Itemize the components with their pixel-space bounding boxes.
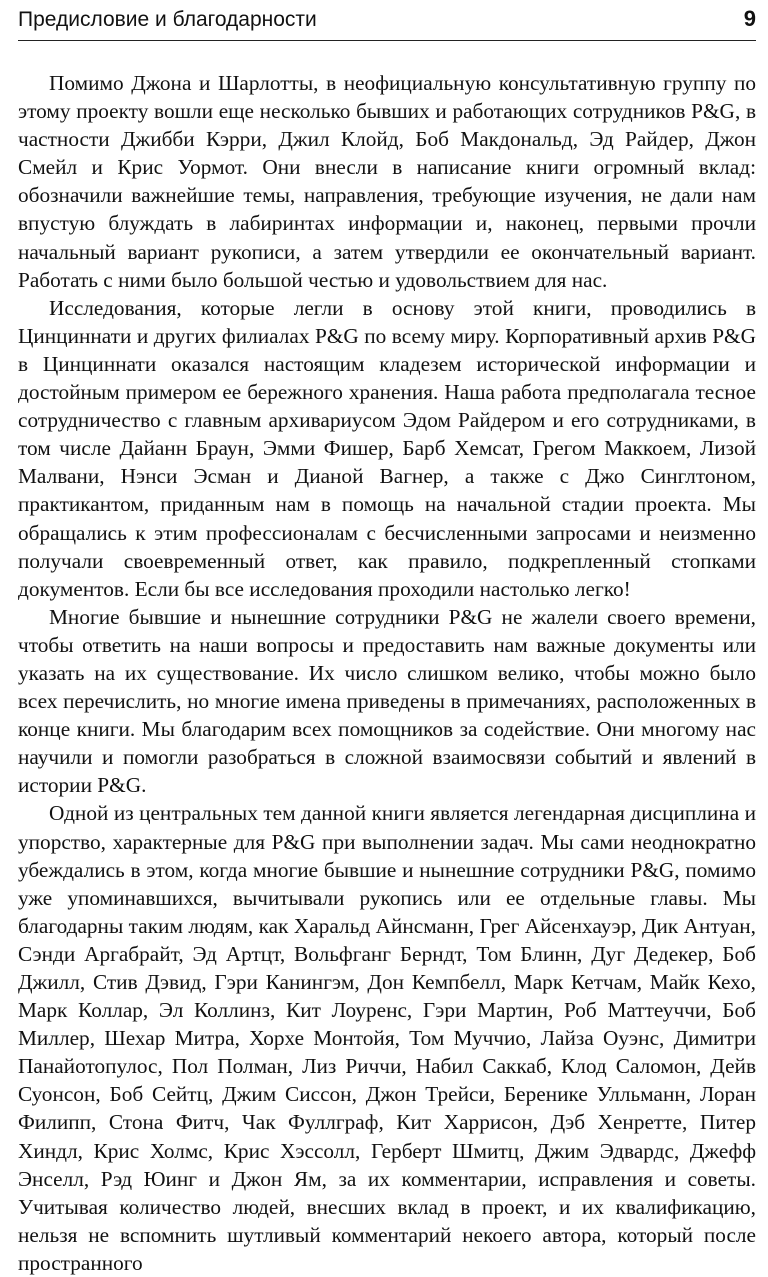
paragraph: Исследования, которые легли в основу этой книги, проводились в Цинциннати и других филиалах P&G по всему миру. Корпоративный архив P&G в Цинциннати оказался настоящим кладезем исторической информации и достойным примером ее бережного хранения. Наша работа предполагала тесное сотрудничество с главным архивариусом Эдом Райдером и его сотрудниками, в том числе Дайанн Браун, Эмми Фишер, Барб Хемсат, Грегом Маккоем, Лизой Малвани, Нэнси Эсман и Дианой Вагнер, а также с Джо Синглтоном, практикантом, приданным нам в помощь на начальной стадии проекта. Мы обращались к этим профессионалам с бесчисленными запросами и неизменно получали своевременный ответ, как правило, подкрепленный стопками документов. Если бы все исследования проходили настолько легко! [18,295,756,601]
chapter-title: Предисловие и благодарности [18,8,317,31]
book-page [18,0,756,1275]
paragraph: Одной из центральных тем данной книги является легендарная дисциплина и упорство, характерные для P&G при выполнении задач. Мы сами неоднократно убеждались в этом, когда многие бывшие и нынешние сотрудники P&G, помимо уже упоминавшихся, вычитывали рукопись или ее отдельные главы. Мы благодарны таким людям, как Харальд Айнсманн, Грег Айсенхауэр, Дик Антуан, Сэнди Аргабрайт, Эд Артцт, Вольфганг Берндт, Том Блинн, Дуг Дедекер, Боб Джилл, Стив Дэвид, Гэри Канингэм, Дон Кемпбелл, Марк Кетчам, Майк Кехо, Марк Коллар, Эл Коллинз, Кит Лоуренс, Гэри Мартин, Роб Маттеуччи, Боб Миллер, Шехар Митра, Хорхе Монтойя, Том Муччио, Лайза Оуэнс, Димитри Панайотопулос, Пол Полман, Лиз Риччи, Набил Саккаб, Клод Саломон, Дейв Суонсон, Боб Сейтц, Джим Сиссон, Джон Трейси, Беренике Улльманн, Лоран Филипп, Стона Фитч, Чак Фуллграф, Кит Харрисон, Дэб Хенретте, Питер Хиндл, Крис Холмс, Крис Хэссолл, Герберт Шмитц, Джим Эдвардс, Джефф Энселл, Рэд Юинг и Джон Ям, за их комментарии, исправления и советы. Учитывая количество людей, внесших вклад в проект, и их квалификацию, нельзя не вспомнить шутливый комментарий некоего автора, который после пространного [18,801,756,1275]
paragraph: Многие бывшие и нынешние сотрудники P&G не жалели своего времени, чтобы ответить на наши вопросы и предоставить нам важные документы или указать на их существование. Их число слишком велико, чтобы можно было всех перечислить, но многие имена приведены в примечаниях, расположенных в конце книги. Мы благодарим всех помощников за содействие. Они многому нас научили и помогли разобраться в сложной взаимосвязи событий и явлений в истории P&G. [18,604,756,798]
running-header [18,4,756,41]
paragraph: Помимо Джона и Шарлотты, в неофициальную консультативную группу по этому проекту вошли еще несколько бывших и работающих сотрудников P&G, в частности Джибби Кэрри, Джил Клойд, Боб Макдональд, Эд Райдер, Джон Смейл и Крис Уормот. Они внесли в написание книги огромный вклад: обозначили важнейшие темы, направления, требующие изучения, не дали нам впустую блуждать в лабиринтах информации и, наконец, первыми прочли начальный вариант рукописи, а затем утвердили ее окончательный вариант. Работать с ними было большой честью и удовольствием для нас. [18,71,756,292]
body-text [18,69,756,1277]
page-number: 9 [743,6,756,31]
